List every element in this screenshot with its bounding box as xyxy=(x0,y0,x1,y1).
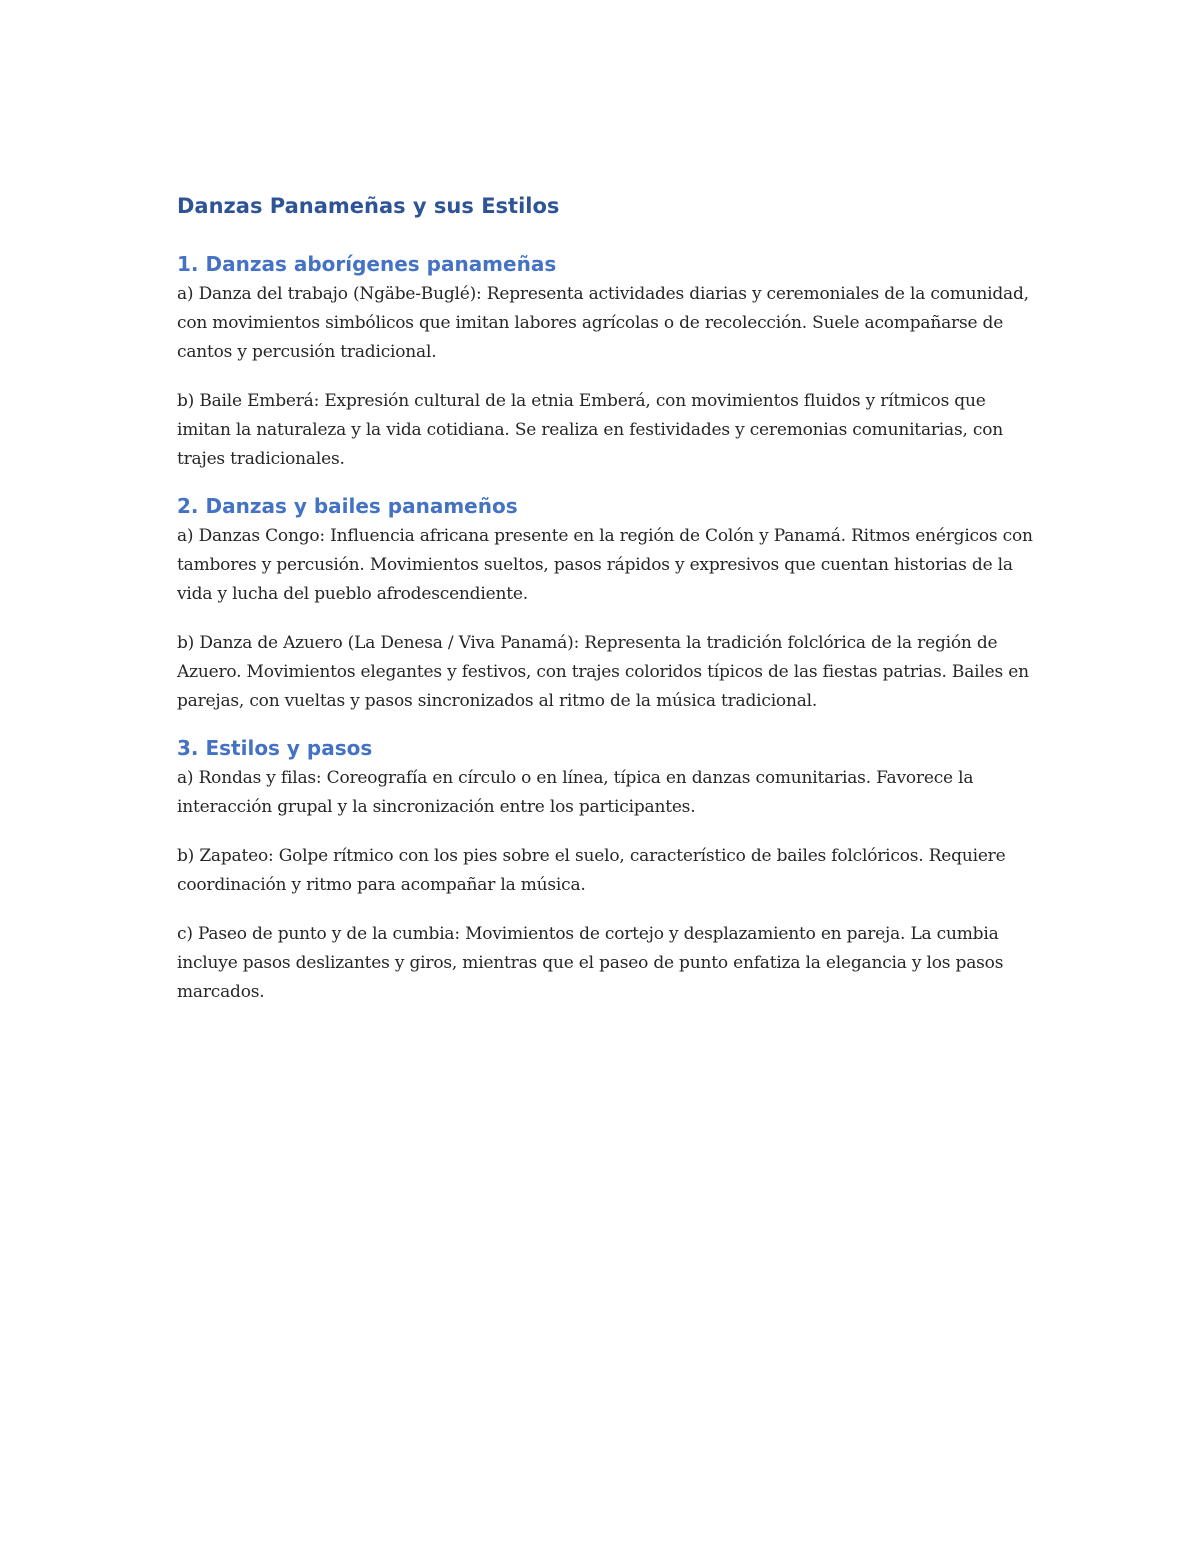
section-heading: 2. Danzas y bailes panameños xyxy=(177,494,518,518)
paragraph: b) Danza de Azuero (La Denesa / Viva Panamá): Representa la tradición folclórica de la región de Azuero. Movimientos elegantes y festivos, con trajes coloridos típicos de las fiestas patrias. Bailes en parejas, con vueltas y pasos sincronizados al ritmo de la música tradicional. xyxy=(177,633,1029,711)
document-title: Danzas Panameñas y sus Estilos xyxy=(177,194,560,218)
document-body xyxy=(177,190,1037,1023)
paragraph: b) Zapateo: Golpe rítmico con los pies sobre el suelo, característico de bailes folclóricos. Requiere coordinación y ritmo para acompañar la música. xyxy=(177,846,1006,895)
section-danzas-aborigenes xyxy=(177,248,1037,474)
paragraph: b) Baile Emberá: Expresión cultural de la etnia Emberá, con movimientos fluidos y rítmicos que imitan la naturaleza y la vida cotidiana. Se realiza en festividades y ceremonias comunitarias, con trajes tradicionales. xyxy=(177,391,1004,469)
paragraph: a) Rondas y filas: Coreografía en círculo o en línea, típica en danzas comunitarias. Favorece la interacción grupal y la sincronización entre los participantes. xyxy=(177,768,974,817)
section-heading: 1. Danzas aborígenes panameñas xyxy=(177,252,557,276)
section-estilos-pasos xyxy=(177,732,1037,1007)
paragraph: a) Danza del trabajo (Ngäbe-Buglé): Representa actividades diarias y ceremoniales de la comunidad, con movimientos simbólicos que imitan labores agrícolas o de recolección. Suele acompañarse de cantos y percusión tradicional. xyxy=(177,284,1029,362)
section-heading: 3. Estilos y pasos xyxy=(177,736,373,760)
paragraph: c) Paseo de punto y de la cumbia: Movimientos de cortejo y desplazamiento en pareja. La cumbia incluye pasos deslizantes y giros, mientras que el paseo de punto enfatiza la elegancia y los pasos marcados. xyxy=(177,924,1004,1002)
section-danzas-bailes xyxy=(177,490,1037,716)
paragraph: a) Danzas Congo: Influencia africana presente en la región de Colón y Panamá. Ritmos enérgicos con tambores y percusión. Movimientos sueltos, pasos rápidos y expresivos que cuentan historias de la vida y lucha del pueblo afrodescendiente. xyxy=(177,526,1033,604)
